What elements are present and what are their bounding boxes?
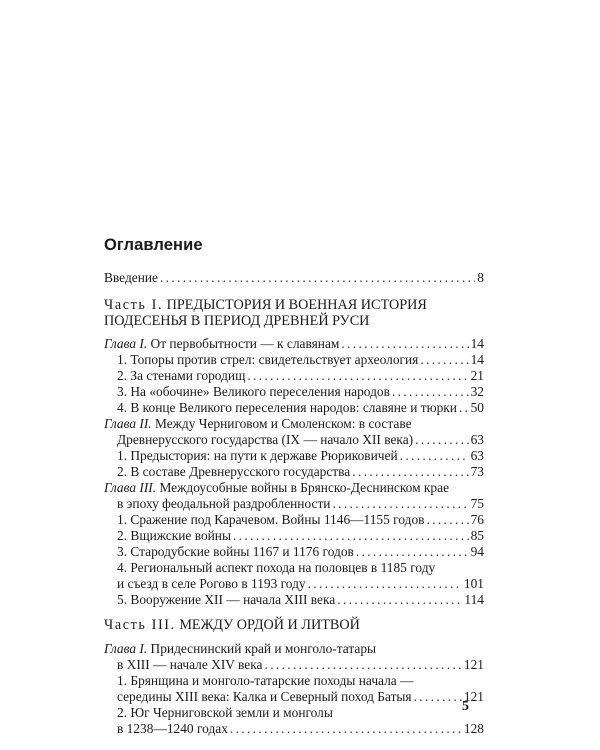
toc-section[interactable] (117, 592, 484, 608)
toc-section[interactable] (117, 384, 484, 400)
dot-leader (356, 544, 469, 560)
section-title: середины XIII века: Калка и Северный поход Батыя (117, 689, 412, 704)
toc-page-number: 63 (470, 448, 484, 463)
dot-leader (332, 496, 468, 512)
part-title-line: ПРЕДЫСТОРИЯ И ВОЕННАЯ ИСТОРИЯ (166, 297, 427, 313)
chapter-label: Глава I. (104, 336, 148, 351)
toc-section[interactable] (117, 512, 484, 528)
toc-page-number: 32 (470, 384, 484, 399)
chapter-title: От первобытности — к славянам (150, 336, 340, 351)
toc-section[interactable] (117, 544, 484, 560)
toc-section-continued[interactable] (117, 576, 484, 592)
section-title: 5. Вооружение XII — начала XIII века (117, 592, 336, 607)
section-title: 1. Топоры против стрел: свидетельствует археология (117, 352, 419, 367)
toc-chapter[interactable] (104, 480, 449, 496)
section-title: 2. За стенами городищ (117, 368, 246, 383)
chapter-title: Древнерусского государства (IX — начало XII века) (117, 432, 414, 447)
dot-leader (459, 400, 469, 416)
toc-page-number: 128 (463, 721, 484, 736)
dot-leader (247, 368, 468, 384)
toc-page-number: 121 (463, 689, 484, 704)
dot-leader (265, 657, 462, 673)
section-title: и съезд в селе Рогово в 1193 году (117, 576, 306, 591)
toc-page-number: 85 (470, 528, 484, 543)
toc-page-number: 8 (477, 270, 484, 285)
toc-section-continued[interactable] (117, 721, 484, 737)
toc-page-number: 14 (470, 352, 484, 367)
toc-section[interactable] (117, 448, 484, 464)
part-title-line: ПОДЕСЕНЬЯ В ПЕРИОД ДРЕВНЕЙ РУСИ (104, 313, 370, 329)
part-label: Часть III. (104, 617, 176, 633)
toc-entry-intro[interactable] (104, 270, 484, 286)
dot-leader (415, 432, 468, 448)
part-heading (104, 297, 427, 313)
toc-section[interactable] (117, 464, 484, 480)
toc-chapter[interactable] (104, 336, 484, 352)
section-title: 3. Стародубские войны 1167 и 1176 годов (117, 544, 354, 559)
chapter-label: Глава II. (104, 416, 152, 431)
toc-page-number: 21 (470, 368, 484, 383)
toc-section-continued[interactable] (117, 689, 484, 705)
chapter-title: в эпоху феодальной раздробленности (117, 496, 331, 511)
toc-section[interactable] (117, 560, 435, 576)
toc-page-number: 73 (470, 464, 484, 479)
part-label: Часть I. (104, 297, 164, 313)
chapter-title: Между Черниговом и Смоленском: в составе (155, 416, 412, 431)
toc-page-number: 76 (470, 512, 484, 527)
part-heading (104, 617, 360, 633)
toc-page-number: 75 (470, 496, 484, 511)
toc-page-number: 121 (463, 657, 484, 672)
toc-chapter-continued[interactable] (117, 496, 484, 512)
dot-leader (400, 448, 469, 464)
toc-section[interactable] (117, 673, 413, 689)
toc-page-number: 94 (470, 544, 484, 559)
toc-page-number: 114 (464, 592, 484, 607)
section-title: 1. Брянщина и монголо-татарские походы начала — (117, 673, 414, 688)
section-title: 4. Региональный аспект похода на половцев в 1185 году (117, 560, 436, 575)
part-title-line: МЕЖДУ ОРДОЙ И ЛИТВОЙ (179, 617, 360, 633)
dot-leader (426, 512, 468, 528)
toc-page-number: 50 (470, 400, 484, 415)
section-title: 2. Вщижские войны (117, 528, 231, 543)
dot-leader (341, 336, 468, 352)
section-title: 2. В составе Древнерусского государства (117, 464, 351, 479)
chapter-label: Глава I. (104, 641, 148, 656)
section-title: 1. Сражение под Карачевом. Войны 1146—1155 годов (117, 512, 425, 527)
dot-leader (230, 721, 462, 737)
chapter-title: Междоусобные войны в Брянско-Деснинском крае (159, 480, 450, 495)
toc-section[interactable] (117, 352, 484, 368)
dot-leader (352, 464, 468, 480)
section-title: в 1238—1240 годах (117, 721, 228, 736)
page-number: 5 (462, 699, 469, 714)
dot-leader (392, 384, 469, 400)
toc-entry-title: Введение (104, 270, 158, 285)
toc-page-number: 63 (470, 432, 484, 447)
dot-leader (337, 592, 462, 608)
part-heading-continued (104, 313, 369, 329)
dot-leader (160, 270, 475, 286)
section-title: 1. Предыстория: на пути к державе Рюриковичей (117, 448, 398, 463)
toc-chapter-continued[interactable] (117, 657, 484, 673)
toc-page-number: 101 (463, 576, 484, 591)
toc-section[interactable] (117, 400, 484, 416)
chapter-label: Глава III. (104, 480, 157, 495)
dot-leader (308, 576, 462, 592)
chapter-title: в XIII — начале XIV века (117, 657, 263, 672)
toc-section[interactable] (117, 705, 333, 721)
toc-section[interactable] (117, 528, 484, 544)
toc-chapter[interactable] (104, 641, 376, 657)
toc-heading: Оглавление (104, 236, 203, 254)
toc-page-number: 14 (470, 336, 484, 351)
toc-chapter[interactable] (104, 416, 412, 432)
section-title: 3. На «обочине» Великого переселения народов (117, 384, 390, 399)
section-title: 4. В конце Великого переселения народов: славяне и тюрки (117, 400, 457, 415)
toc-chapter-continued[interactable] (117, 432, 484, 448)
dot-leader (420, 352, 468, 368)
chapter-title: Придеснинский край и монголо-татары (150, 641, 377, 656)
dot-leader (414, 689, 462, 705)
toc-section[interactable] (117, 368, 484, 384)
dot-leader (233, 528, 469, 544)
section-title: 2. Юг Черниговской земли и монголы (117, 705, 333, 720)
